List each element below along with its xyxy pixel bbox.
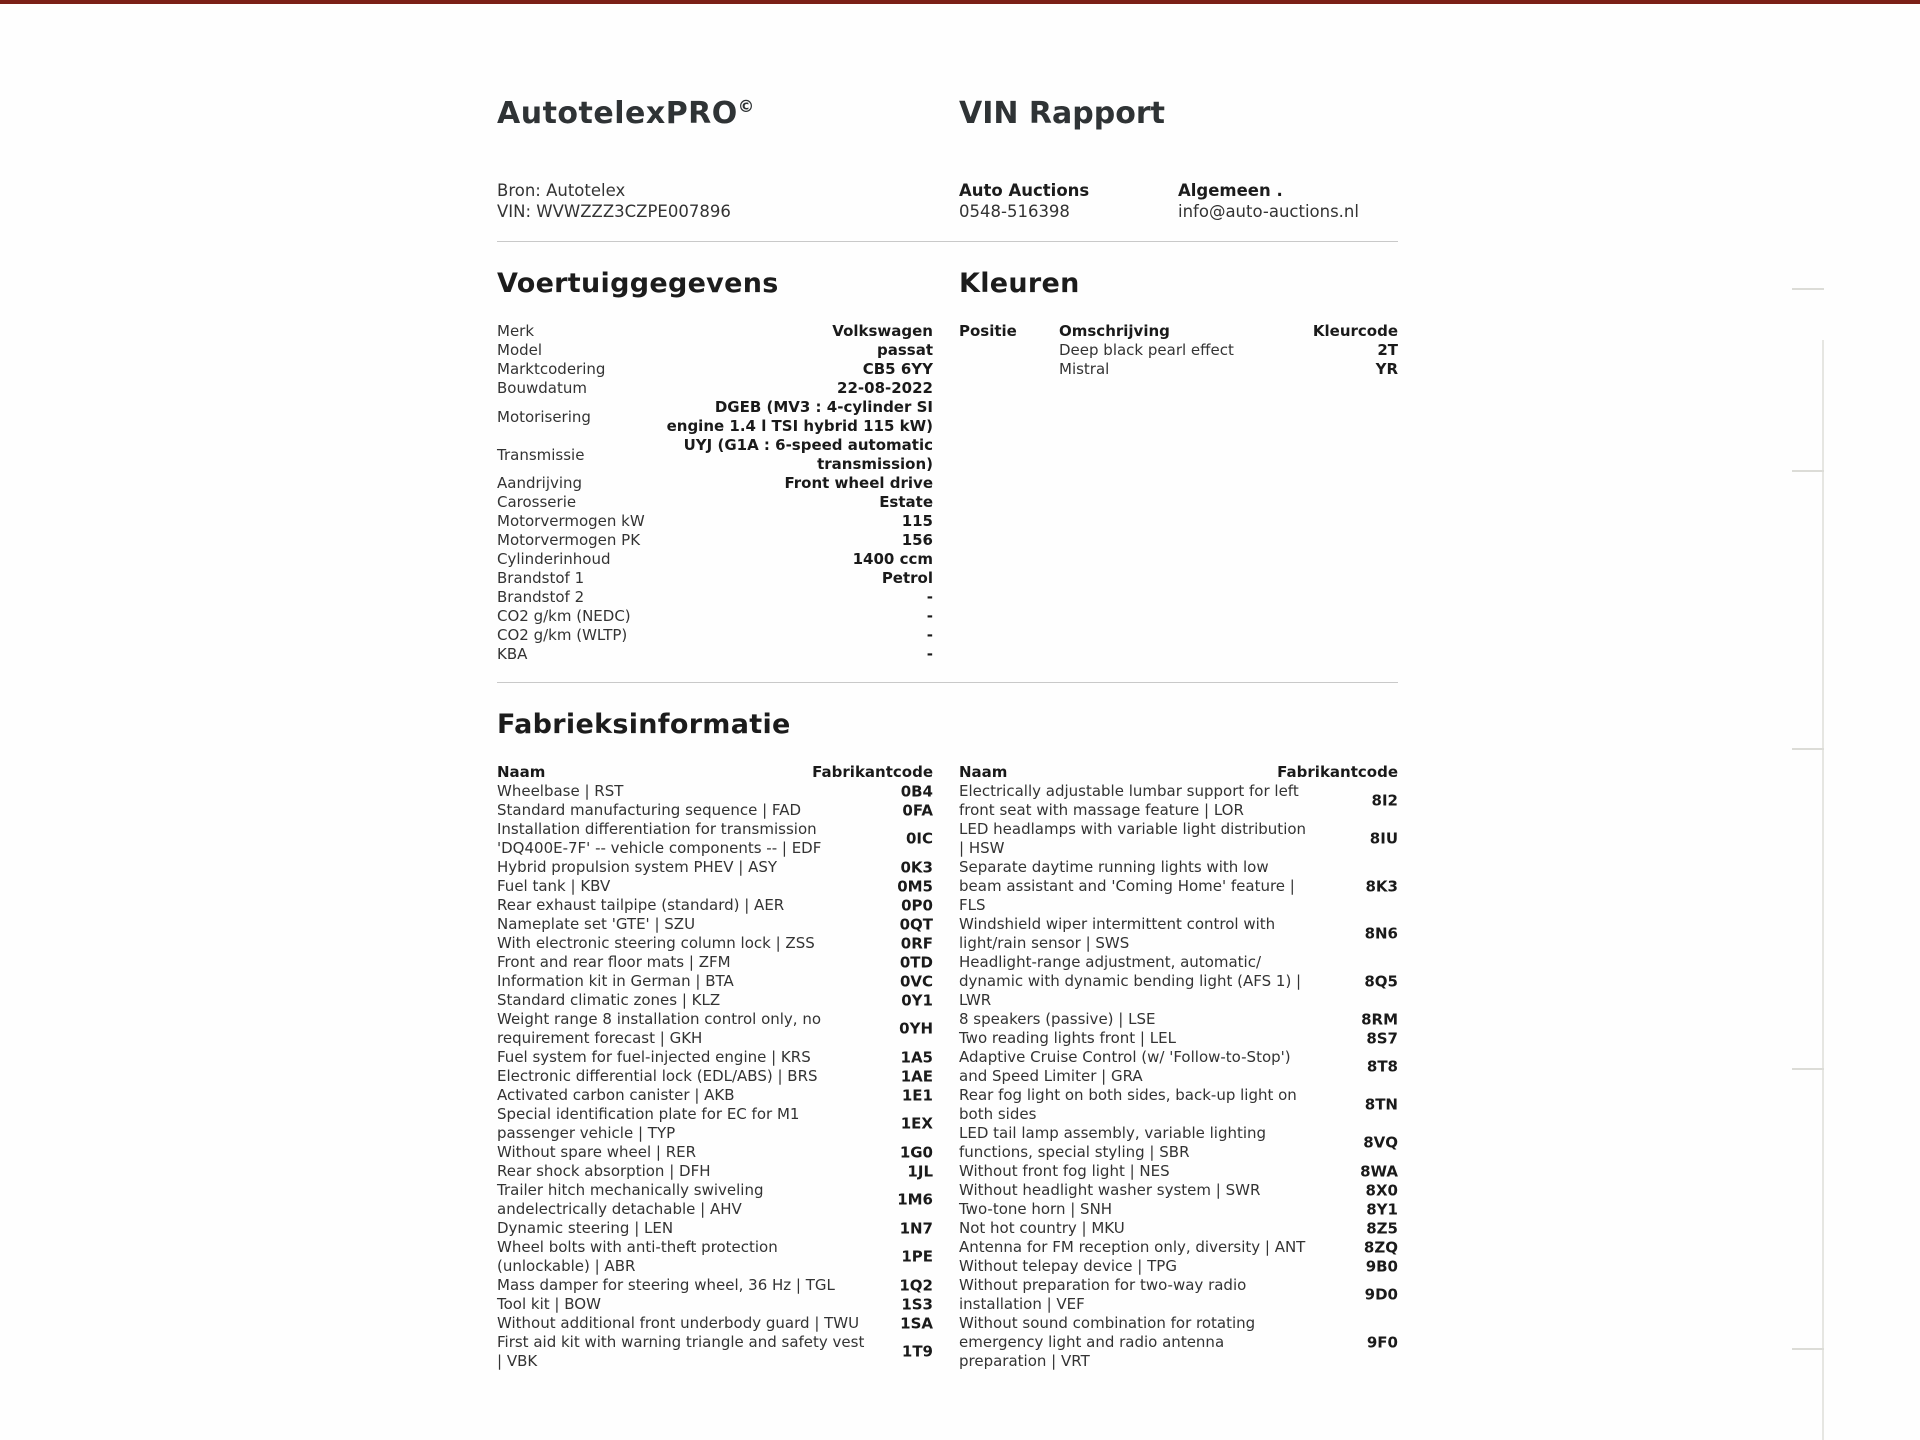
colors-section (959, 242, 1398, 664)
factory-option-code: 1S3 (901, 1295, 933, 1313)
factory-option-name: LED headlamps with variable light distribution | HSW (959, 820, 1307, 857)
factory-option-name: With electronic steering column lock | ZSS (497, 934, 815, 952)
vehicle-row (497, 550, 933, 569)
factory-row (959, 1257, 1398, 1276)
factory-option-name: Weight range 8 installation control only, no requirement forecast | GKH (497, 1010, 822, 1047)
factory-option-code: 1M6 (897, 1190, 933, 1209)
factory-option-name: First aid kit with warning triangle and safety vest | VBK (497, 1333, 865, 1370)
source-line: Bron: Autotelex (497, 181, 626, 200)
section-divider (497, 682, 1398, 683)
factory-option-name: Information kit in German | BTA (497, 972, 734, 990)
factory-row (497, 1143, 933, 1162)
factory-row (497, 1105, 933, 1143)
source-meta (497, 180, 731, 222)
scan-artifact-tick (1792, 1068, 1824, 1070)
factory-row (497, 934, 933, 953)
vehicle-row (497, 626, 933, 645)
factory-row (497, 1086, 933, 1105)
factory-option-name: Windshield wiper intermittent control with light/rain sensor | SWS (959, 915, 1276, 952)
factory-option-name: Trailer hitch mechanically swiveling andelectrically detachable | AHV (497, 1181, 764, 1218)
factory-option-code: 8TN (1364, 1095, 1398, 1114)
color-code: 2T (1377, 341, 1398, 359)
contact-name: Auto Auctions (959, 181, 1090, 200)
column-header-naam: Naam (497, 763, 546, 781)
vehicle-field-value: - (926, 607, 933, 625)
vehicle-field-label: Motorvermogen PK (497, 531, 641, 549)
factory-option-code: 1N7 (899, 1219, 933, 1237)
vehicle-field-value: Petrol (881, 569, 933, 587)
factory-option-code: 8Z5 (1366, 1219, 1398, 1237)
factory-row (497, 1333, 933, 1371)
factory-row (959, 915, 1398, 953)
vehicle-heading: Voertuiggegevens (497, 268, 779, 299)
vehicle-row (497, 569, 933, 588)
vehicle-field-label: Aandrijving (497, 474, 583, 492)
factory-option-code: 8Y1 (1366, 1200, 1398, 1218)
color-code: YR (1375, 360, 1398, 378)
vehicle-field-value: Volkswagen (832, 322, 933, 340)
vehicle-field-label: Merk (497, 322, 535, 340)
factory-option-code: 1EX (900, 1114, 933, 1133)
factory-row (497, 1238, 933, 1276)
factory-option-name: Front and rear floor mats | ZFM (497, 953, 731, 971)
scan-artifact-tick (1792, 1348, 1824, 1350)
factory-option-code: 0M5 (897, 877, 933, 895)
factory-row (959, 782, 1398, 820)
factory-option-name: Activated carbon canister | AKB (497, 1086, 735, 1104)
column-header-kleurcode: Kleurcode (1312, 322, 1398, 340)
factory-option-name: Rear exhaust tailpipe (standard) | AER (497, 896, 785, 914)
factory-option-code: 1A5 (900, 1048, 933, 1066)
vehicle-field-value: UYJ (G1A : 6-speed automatic transmission) (683, 436, 933, 473)
factory-option-name: Without additional front underbody guard | TWU (497, 1314, 860, 1332)
factory-option-code: 0Y1 (901, 991, 933, 1009)
page-title: VIN Rapport (959, 96, 1165, 131)
column-header-omschrijving: Omschrijving (1059, 322, 1170, 340)
color-row (959, 360, 1398, 379)
factory-row (497, 877, 933, 896)
column-header-positie: Positie (959, 322, 1017, 340)
factory-row (497, 820, 933, 858)
brand-logo (497, 96, 755, 131)
colors-header-row (959, 322, 1398, 341)
vehicle-field-label: Cylinderinhoud (497, 550, 611, 568)
factory-option-code: 0VC (899, 972, 933, 990)
factory-option-name: Standard manufacturing sequence | FAD (497, 801, 801, 819)
color-description: Deep black pearl effect (1059, 341, 1234, 359)
factory-row (959, 1181, 1398, 1200)
factory-row (959, 1276, 1398, 1314)
factory-option-name: 8 speakers (passive) | LSE (959, 1010, 1156, 1028)
factory-row (959, 953, 1398, 1010)
factory-option-name: LED tail lamp assembly, variable lighting functions, special styling | SBR (959, 1124, 1267, 1161)
vehicle-field-value: - (926, 626, 933, 644)
factory-option-name: Fuel system for fuel-injected engine | KRS (497, 1048, 811, 1066)
vehicle-field-value: - (926, 588, 933, 606)
brand-name: AutotelexPRO (497, 96, 738, 131)
color-position (959, 360, 1059, 379)
factory-option-code: 8WA (1360, 1162, 1398, 1180)
factory-option-name: Rear fog light on both sides, back-up light on both sides (959, 1086, 1297, 1123)
factory-option-code: 9D0 (1364, 1285, 1398, 1304)
factory-option-code: 0P0 (901, 896, 933, 914)
factory-row (959, 1314, 1398, 1371)
factory-option-code: 8X0 (1365, 1181, 1398, 1199)
factory-option-name: Nameplate set 'GTE' | SZU (497, 915, 696, 933)
vehicle-field-value: Estate (879, 493, 933, 511)
vehicle-row (497, 607, 933, 626)
vehicle-row (497, 436, 933, 474)
factory-option-code: 8K3 (1365, 877, 1398, 895)
factory-option-name: Two-tone horn | SNH (959, 1200, 1113, 1218)
factory-option-code: 8RM (1361, 1010, 1398, 1028)
factory-option-name: Special identification plate for EC for M1 passenger vehicle | TYP (497, 1105, 800, 1142)
column-header-naam: Naam (959, 763, 1008, 781)
vehicle-field-value: DGEB (MV3 : 4-cylinder SI engine 1.4 l TSI hybrid 115 kW) (666, 398, 933, 435)
contact-general (1178, 180, 1359, 222)
factory-option-code: 1Q2 (899, 1276, 933, 1294)
factory-option-name: Without sound combination for rotating emergency light and radio antenna preparation | VRT (959, 1314, 1256, 1370)
vehicle-field-value: 115 (901, 512, 933, 530)
factory-right-rows (959, 782, 1398, 1371)
column-header-fabrikantcode: Fabrikantcode (1277, 763, 1398, 781)
factory-row (959, 1086, 1398, 1124)
factory-row (497, 1067, 933, 1086)
factory-option-code: 0IC (905, 829, 933, 848)
scan-artifact-tick (1792, 470, 1824, 472)
vehicle-row (497, 360, 933, 379)
vehicle-field-label: Model (497, 341, 543, 359)
factory-option-name: Electronic differential lock (EDL/ABS) | BRS (497, 1067, 818, 1085)
factory-left-rows (497, 782, 933, 1371)
vehicle-field-value: CB5 6YY (862, 360, 933, 378)
factory-option-name: Tool kit | BOW (497, 1295, 601, 1313)
factory-option-code: 9B0 (1365, 1257, 1398, 1275)
factory-option-name: Antenna for FM reception only, diversity | ANT (959, 1238, 1306, 1256)
copyright-mark: © (737, 97, 755, 116)
vehicle-field-label: Carosserie (497, 493, 577, 511)
factory-row (959, 1048, 1398, 1086)
factory-option-code: 8S7 (1366, 1029, 1398, 1047)
scan-artifact-vline (1822, 340, 1824, 1440)
vehicle-field-label: Brandstof 1 (497, 569, 585, 587)
vehicle-row (497, 493, 933, 512)
vehicle-row (497, 588, 933, 607)
colors-heading: Kleuren (959, 268, 1080, 299)
factory-option-code: 1PE (901, 1247, 933, 1266)
factory-section (497, 709, 1398, 1371)
factory-option-code: 8T8 (1366, 1057, 1398, 1076)
vehicle-field-label: Marktcodering (497, 360, 606, 378)
colors-table-body (959, 341, 1398, 379)
vehicle-field-value: 156 (901, 531, 933, 549)
vehicle-field-label: CO2 g/km (NEDC) (497, 607, 631, 625)
factory-option-code: 8Q5 (1364, 972, 1398, 990)
vehicle-field-label: Bouwdatum (497, 379, 587, 397)
factory-option-code: 1AE (900, 1067, 933, 1085)
factory-row (497, 915, 933, 934)
factory-option-name: Two reading lights front | LEL (959, 1029, 1176, 1047)
vehicle-row (497, 398, 933, 436)
factory-option-code: 1JL (907, 1162, 933, 1180)
factory-row (497, 1010, 933, 1048)
factory-row (497, 972, 933, 991)
factory-right-table (959, 763, 1398, 1371)
vehicle-field-label: Brandstof 2 (497, 588, 585, 606)
factory-left-table (497, 763, 933, 1371)
factory-option-name: Rear shock absorption | DFH (497, 1162, 711, 1180)
factory-option-name: Separate daytime running lights with low beam assistant and 'Coming Home' feature | FLS (959, 858, 1295, 914)
factory-option-code: 8ZQ (1363, 1238, 1398, 1256)
factory-row (497, 1295, 933, 1314)
factory-option-name: Hybrid propulsion system PHEV | ASY (497, 858, 778, 876)
vehicle-field-value: passat (876, 341, 933, 359)
factory-option-code: 0FA (902, 801, 933, 819)
factory-option-name: Standard climatic zones | KLZ (497, 991, 721, 1009)
scan-artifact-tick (1792, 748, 1824, 750)
contact-auto-auctions (959, 180, 1089, 222)
factory-row (497, 858, 933, 877)
contact-phone: 0548-516398 (959, 202, 1070, 221)
factory-option-name: Installation differentiation for transmission 'DQ400E-7F' -- vehicle components -- | EDF (497, 820, 822, 857)
factory-option-name: Electrically adjustable lumbar support for left front seat with massage feature | LOR (959, 782, 1299, 819)
factory-row (959, 1162, 1398, 1181)
factory-row (497, 953, 933, 972)
column-header-fabrikantcode: Fabrikantcode (812, 763, 933, 781)
factory-option-name: Without spare wheel | RER (497, 1143, 697, 1161)
factory-option-code: 0YH (899, 1019, 933, 1038)
vehicle-field-label: Motorvermogen kW (497, 512, 645, 530)
factory-option-code: 1T9 (901, 1342, 933, 1361)
factory-row (497, 1162, 933, 1181)
factory-option-name: Mass damper for steering wheel, 36 Hz | TGL (497, 1276, 835, 1294)
factory-option-code: 1E1 (901, 1086, 933, 1104)
vehicle-field-value: 22-08-2022 (837, 379, 933, 397)
vehicle-section (497, 242, 933, 664)
factory-columns (497, 763, 1398, 1371)
factory-option-name: Wheel bolts with anti-theft protection (unlockable) | ABR (497, 1238, 778, 1275)
vehicle-and-colors-row (497, 242, 1398, 664)
color-row (959, 341, 1398, 360)
factory-row (497, 991, 933, 1010)
scan-artifact-tick (1792, 288, 1824, 290)
colors-table (959, 322, 1398, 379)
factory-row (959, 1124, 1398, 1162)
factory-option-code: 1G0 (899, 1143, 933, 1161)
vehicle-row (497, 341, 933, 360)
color-description: Mistral (1059, 360, 1110, 378)
vehicle-row (497, 645, 933, 664)
factory-row (497, 896, 933, 915)
factory-row (959, 1010, 1398, 1029)
factory-row (497, 801, 933, 820)
factory-header-row (497, 763, 933, 782)
factory-row (959, 1029, 1398, 1048)
factory-option-name: Without headlight washer system | SWR (959, 1181, 1261, 1199)
factory-option-name: Dynamic steering | LEN (497, 1219, 674, 1237)
factory-option-code: 0K3 (900, 858, 933, 876)
vehicle-field-label: KBA (497, 645, 528, 663)
vehicle-table (497, 322, 933, 664)
factory-option-name: Adaptive Cruise Control (w/ 'Follow-to-Stop') and Speed Limiter | GRA (959, 1048, 1291, 1085)
vehicle-row (497, 512, 933, 531)
factory-row (497, 1314, 933, 1333)
factory-option-code: 9F0 (1366, 1333, 1398, 1351)
vehicle-table-body (497, 322, 933, 664)
vehicle-field-label: Transmissie (497, 445, 585, 464)
vehicle-field-value: - (926, 645, 933, 663)
factory-option-name: Fuel tank | KBV (497, 877, 611, 895)
factory-row (959, 858, 1398, 915)
vehicle-row (497, 322, 933, 341)
vehicle-row (497, 379, 933, 398)
factory-row (497, 1219, 933, 1238)
factory-header-row (959, 763, 1398, 782)
vin-line: VIN: WVWZZZ3CZPE007896 (497, 202, 731, 221)
factory-option-name: Without telepay device | TPG (959, 1257, 1177, 1275)
report-content (497, 0, 1398, 1371)
factory-row (959, 820, 1398, 858)
vehicle-row (497, 474, 933, 493)
contact-email: info@auto-auctions.nl (1178, 202, 1359, 221)
vehicle-field-label: Motorisering (497, 407, 591, 426)
factory-heading: Fabrieksinformatie (497, 709, 791, 740)
factory-option-code: 8N6 (1364, 924, 1398, 943)
contact-name: Algemeen . (1178, 181, 1283, 200)
factory-option-name: Headlight-range adjustment, automatic/ dynamic with dynamic bending light (AFS 1) | LWR (959, 953, 1302, 1009)
factory-option-code: 0QT (899, 915, 933, 933)
factory-option-code: 8VQ (1363, 1133, 1398, 1152)
factory-row (497, 782, 933, 801)
factory-row (959, 1200, 1398, 1219)
factory-option-code: 0RF (900, 934, 933, 952)
factory-row (497, 1048, 933, 1067)
factory-option-code: 1SA (900, 1314, 933, 1332)
vehicle-field-value: 1400 ccm (852, 550, 933, 568)
vehicle-row (497, 531, 933, 550)
report-header (497, 0, 1398, 242)
vehicle-field-value: Front wheel drive (784, 474, 933, 492)
factory-row (497, 1181, 933, 1219)
factory-option-code: 8I2 (1371, 791, 1398, 810)
factory-option-name: Without preparation for two-way radio installation | VEF (959, 1276, 1247, 1313)
factory-option-code: 8IU (1369, 829, 1398, 848)
factory-option-code: 0B4 (900, 782, 933, 800)
factory-row (959, 1219, 1398, 1238)
factory-row (497, 1276, 933, 1295)
factory-row (959, 1238, 1398, 1257)
factory-option-name: Wheelbase | RST (497, 782, 624, 800)
factory-option-code: 0TD (899, 953, 933, 971)
factory-option-name: Not hot country | MKU (959, 1219, 1125, 1237)
color-position (959, 341, 1059, 360)
vehicle-field-label: CO2 g/km (WLTP) (497, 626, 628, 644)
factory-option-name: Without front fog light | NES (959, 1162, 1170, 1180)
